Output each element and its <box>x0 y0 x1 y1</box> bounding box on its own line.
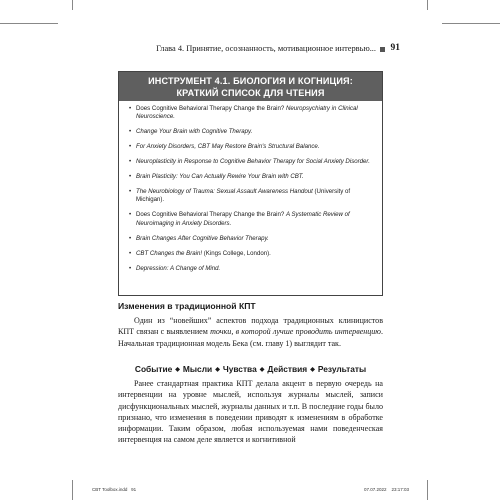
footer-time: 23:17:03 <box>391 487 410 492</box>
reading-list-item <box>129 235 374 243</box>
diamond-arrow-icon: ◆ <box>215 367 220 373</box>
section-heading: Изменения в традиционной КПТ <box>118 301 256 311</box>
tool-box-heading-line1: ИНСТРУМЕНТ 4.1. БИОЛОГИЯ И КОГНИЦИЯ: <box>148 76 353 86</box>
reading-list-item-title: The Neurobiology of Trauma: Sexual Assault Awareness Handout <box>136 188 313 196</box>
crop-mark <box>427 480 428 500</box>
reading-list-item-title: CBT Changes the Brain! <box>136 249 203 257</box>
crop-mark <box>0 23 58 24</box>
crop-mark <box>72 0 73 10</box>
paragraph-text: Ранее стандартная практика КПТ делала акцент в первую очередь на интервенции на уровне мыслей, используя журналы мыслей, записи дисфункциональных мыслей, журналы данных и т.п. В последние годы было признано, что изменения в поведении приводят к изменениям в обработке информации. Таким образом, любая используемая нами поведенческая интервенция на самом деле является и когнитивной <box>118 379 383 445</box>
print-footer <box>92 487 136 492</box>
bullet-icon: • <box>129 234 132 242</box>
reading-list-item-source: (Kings College, London). <box>202 249 271 257</box>
flow-step: Результаты <box>317 364 367 374</box>
diamond-arrow-icon: ◆ <box>259 367 265 373</box>
reading-list-item-title: Change Your Brain with Cognitive Therapy. <box>136 128 253 136</box>
separator-square-icon <box>380 47 385 52</box>
reading-list-item-title: Brain Plasticity: You Can Actually Rewire Your Brain with CBT. <box>136 173 304 181</box>
reading-list-item <box>129 143 374 151</box>
flow-step: Мысли <box>182 364 213 374</box>
reading-list-item <box>129 211 374 227</box>
reading-list-item-source: (University of Michigan). <box>136 188 351 204</box>
crop-mark <box>72 480 73 500</box>
paragraph-italic-text: точки, в которой лучше проводить интервенцию <box>210 327 381 337</box>
paragraph <box>118 378 383 446</box>
diamond-arrow-icon: ◆ <box>175 367 180 373</box>
reading-list-item-title: For Anxiety Disorders, CBT May Restore Brain's Structural Balance. <box>136 143 320 151</box>
paragraph <box>118 315 383 349</box>
tool-box-heading-line2: КРАТКИЙ СПИСОК ДЛЯ ЧТЕНИЯ <box>176 88 325 98</box>
bullet-icon: • <box>129 143 132 151</box>
bullet-icon: • <box>129 128 132 136</box>
reading-list-item <box>129 265 374 273</box>
reading-list-item <box>129 128 374 136</box>
reading-list-item-title: Neuroplasticity in Response to Cognitive Behavior Therapy for Social Anxiety Disorder. <box>136 158 370 166</box>
reading-list-item-title: Brain Changes After Cognitive Behavior Therapy. <box>136 234 269 242</box>
paragraph-text: . Начальная традиционная модель Бека (см. главу 1) выглядит так. <box>118 327 383 348</box>
reading-list-item-text: Does Cognitive Behavioral Therapy Change the Brain? <box>136 211 286 219</box>
chapter-title: Глава 4. Принятие, осознанность, мотивационное интервью... <box>156 44 376 53</box>
footer-page: 91 <box>131 487 137 492</box>
reading-list <box>119 101 382 273</box>
bullet-icon: • <box>129 188 132 196</box>
bullet-icon: • <box>129 264 132 272</box>
bullet-icon: • <box>129 211 132 219</box>
footer-file: CBT Toolbox.indd <box>92 487 128 492</box>
bullet-icon: • <box>129 249 132 257</box>
tool-box <box>118 71 383 296</box>
print-footer-timestamp <box>364 487 409 492</box>
reading-list-item <box>129 158 374 166</box>
footer-date: 07.07.2022 <box>364 487 387 492</box>
reading-list-item <box>129 250 374 258</box>
running-header <box>100 43 400 57</box>
bullet-icon: • <box>129 105 132 112</box>
paragraph-text: Один из “новейших” аспектов подхода традиционных клиницистов КПТ связан с выявлением <box>118 316 383 337</box>
reading-list-item <box>129 173 374 181</box>
crop-mark <box>442 23 500 24</box>
bullet-icon: • <box>129 173 132 181</box>
reading-list-item-title: Depression: A Change of Mind. <box>136 264 221 272</box>
tool-box-heading <box>119 72 382 101</box>
reading-list-item-title: A Systematic Review of Neuroimaging in Anxiety Disorders. <box>136 211 350 227</box>
diamond-arrow-icon: ◆ <box>310 367 315 373</box>
reading-list-item <box>129 105 374 121</box>
flow-step: Событие <box>134 364 173 374</box>
reading-list-item-title: Neuropsychiatry in Clinical Neuroscience. <box>136 105 358 121</box>
flow-step: Чувства <box>222 364 257 374</box>
page-number: 91 <box>390 43 400 53</box>
cbt-model-flow <box>118 364 383 374</box>
crop-mark <box>427 0 428 10</box>
reading-list-item-text: Does Cognitive Behavioral Therapy Change the Brain? <box>136 105 286 112</box>
flow-step: Действия <box>267 364 308 374</box>
reading-list-item <box>129 188 374 204</box>
bullet-icon: • <box>129 158 132 166</box>
